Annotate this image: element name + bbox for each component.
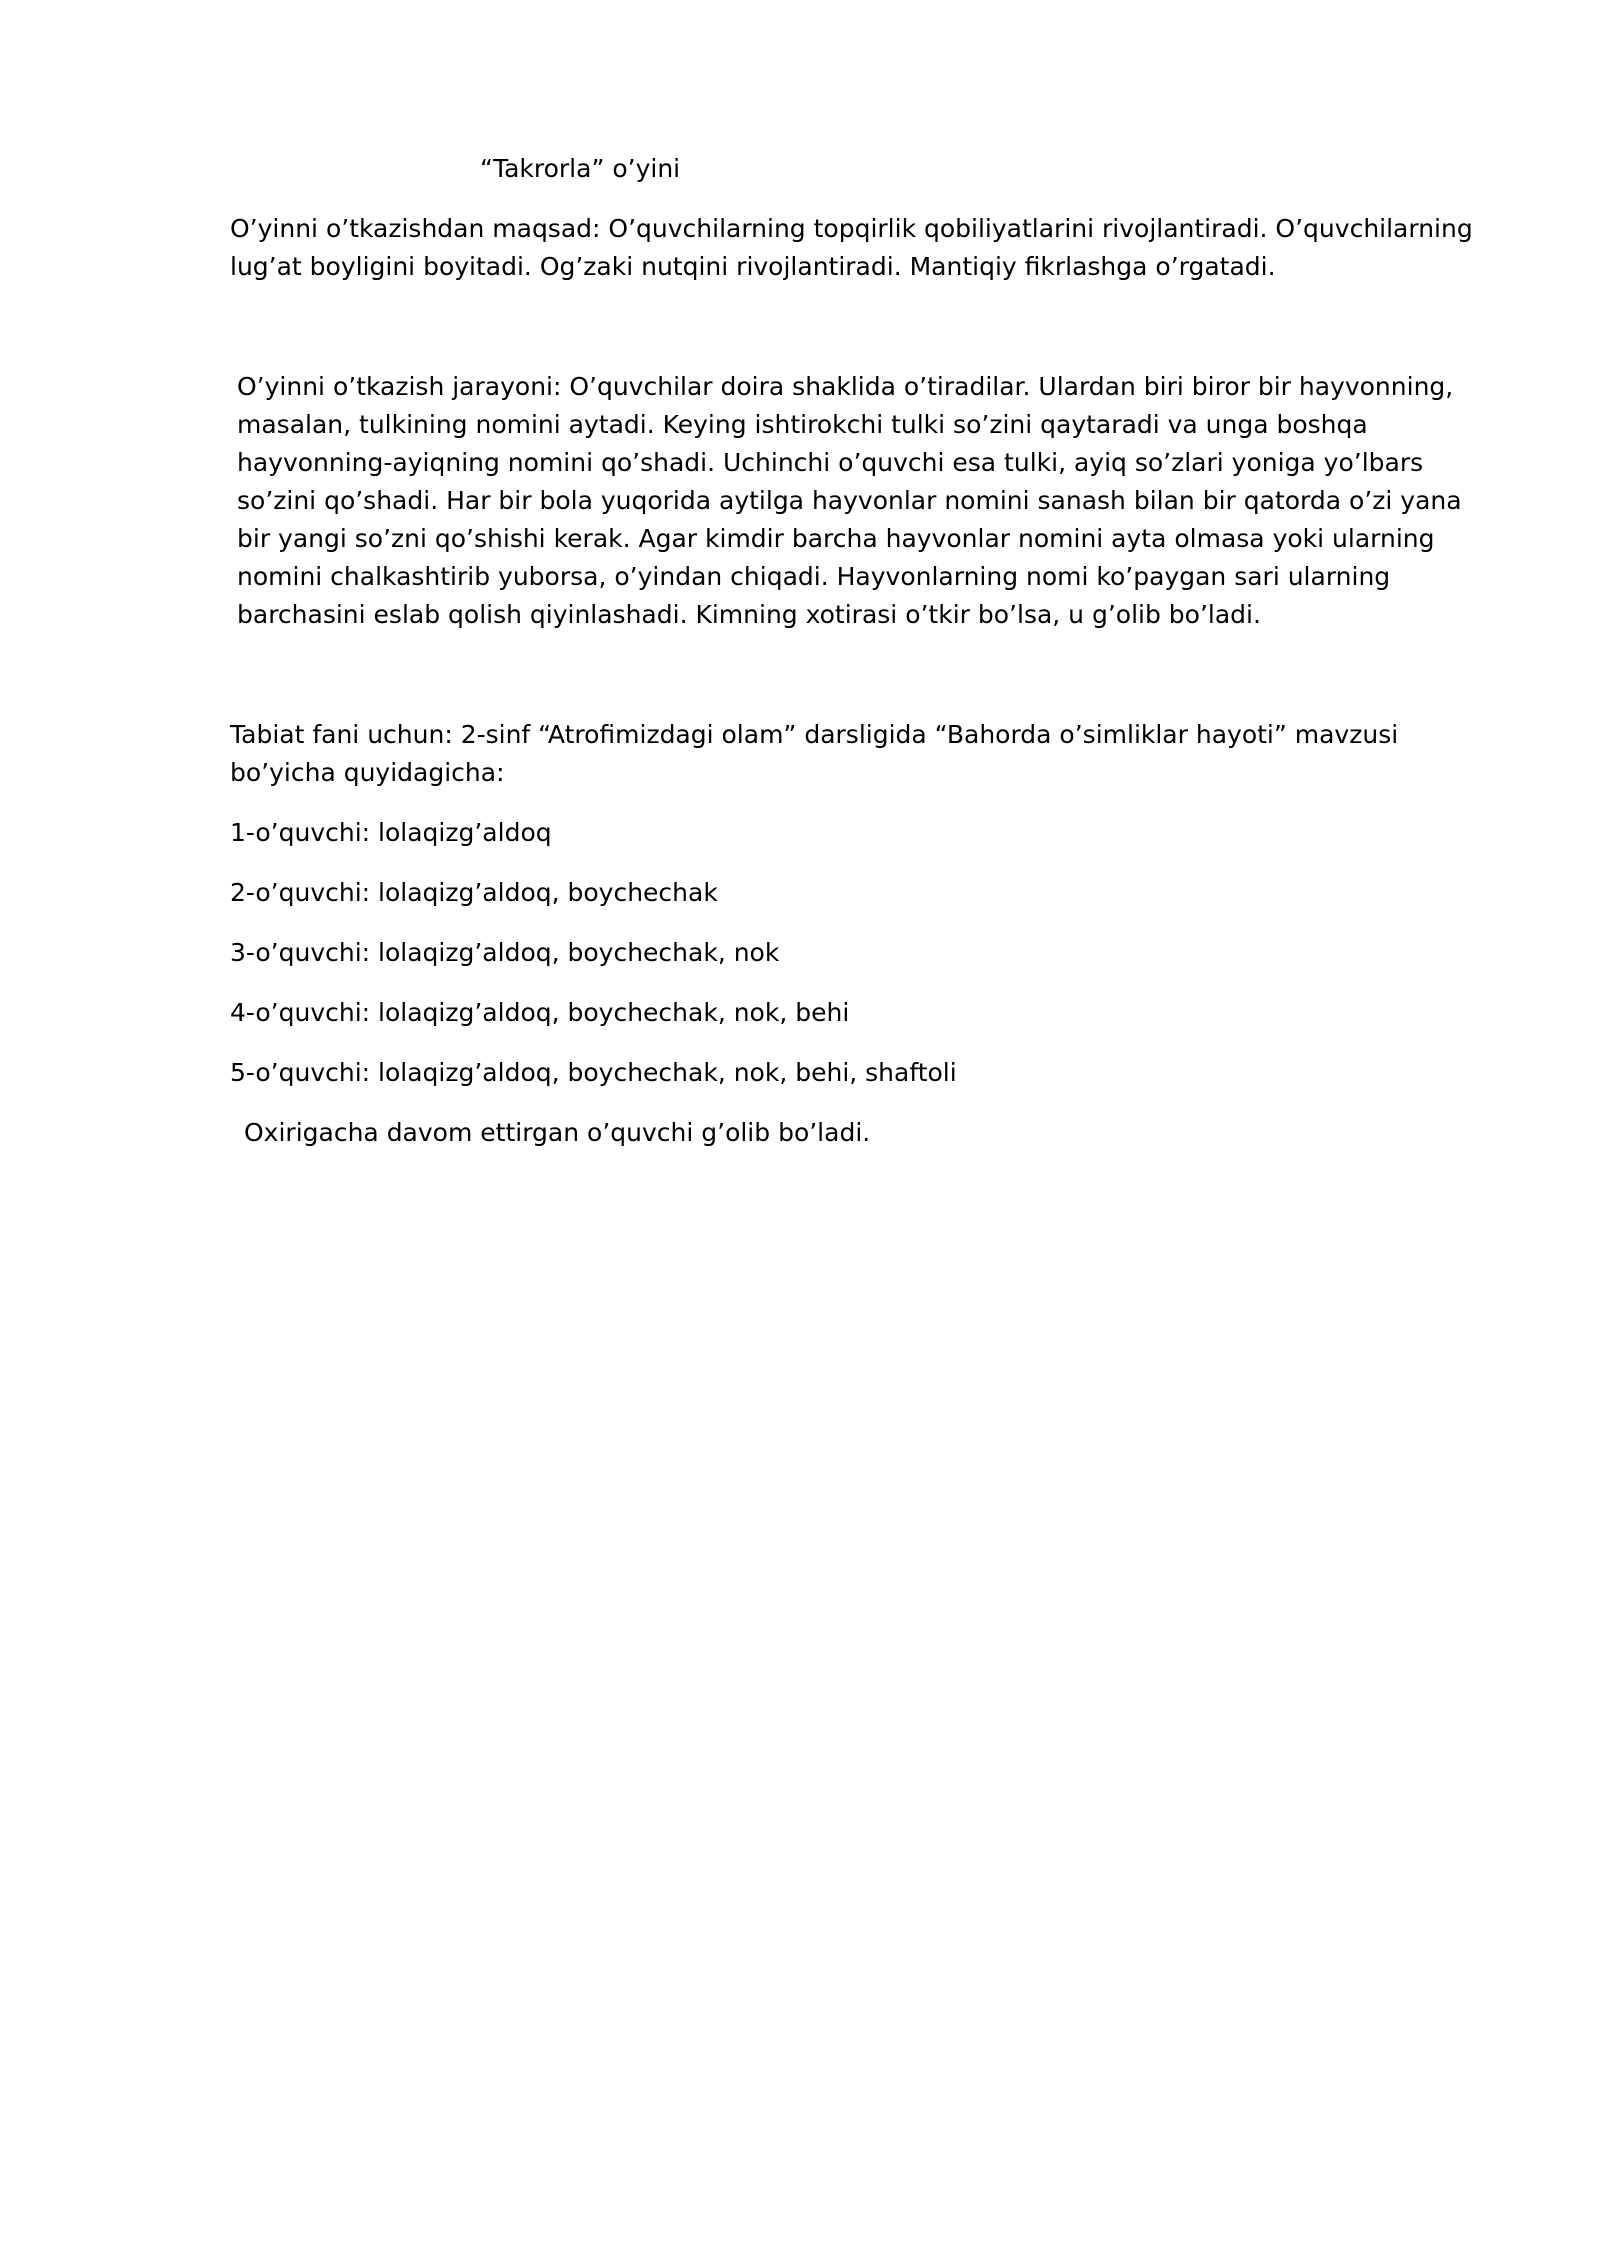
conclusion-paragraph: Oxirigacha davom ettirgan o’quvchi g’olib bo’ladi.: [244, 1118, 871, 1147]
document-body: [230, 150, 1480, 1174]
paragraph-gap: [230, 308, 1480, 368]
purpose-paragraph: O’yinni o’tkazishdan maqsad: O’quvchilarning topqirlik qobiliyatlarini rivojlantiradi. O’quvchilarning lug’at boyligini boyitadi. Og’zaki nutqini rivojlantiradi. Mantiqiy fikrlashga o’rgatadi.: [230, 214, 1473, 281]
example-line-5: 5-o’quvchi: lolaqizg’aldoq, boychechak, nok, behi, shaftoli: [230, 1058, 957, 1087]
document-title: “Takrorla” o’yini: [480, 154, 681, 183]
example-line-1: 1-o’quvchi: lolaqizg’aldoq: [230, 818, 552, 847]
paragraph-gap: [230, 656, 1480, 716]
example-line-4: 4-o’quvchi: lolaqizg’aldoq, boychechak, nok, behi: [230, 998, 850, 1027]
example-line-3: 3-o’quvchi: lolaqizg’aldoq, boychechak, nok: [230, 938, 780, 967]
example-line-2: 2-o’quvchi: lolaqizg’aldoq, boychechak: [230, 878, 718, 907]
process-paragraph: O’yinni o’tkazish jarayoni: O’quvchilar doira shaklida o’tiradilar. Ulardan biri biror bir hayvonning, masalan, tulkining nomini aytadi. Keying ishtirokchi tulki so’zini qaytaradi va unga boshqa hayvonning-ayiqning nomini qo’shadi. Uchinchi o’quvchi esa tulki, ayiq so’zlari yoniga yo’lbars so’zini qo’shadi. Har bir bola yuqorida aytilga hayvonlar nomini sanash bilan bir qatorda o’zi yana bir yangi so’zni qo’shishi kerak. Agar kimdir barcha hayvonlar nomini ayta olmasa yoki ularning nomini chalkashtirib yuborsa, o’yindan chiqadi. Hayvonlarning nomi ko’paygan sari ularning barchasini eslab qolish qiyinlashadi. Kimning xotirasi o’tkir bo’lsa, u g’olib bo’ladi.: [237, 372, 1462, 629]
example-intro-paragraph: Tabiat fani uchun: 2-sinf “Atrofimizdagi olam” darsligida “Bahorda o’simliklar hayoti” mavzusi bo’yicha quyidagicha:: [230, 720, 1399, 787]
